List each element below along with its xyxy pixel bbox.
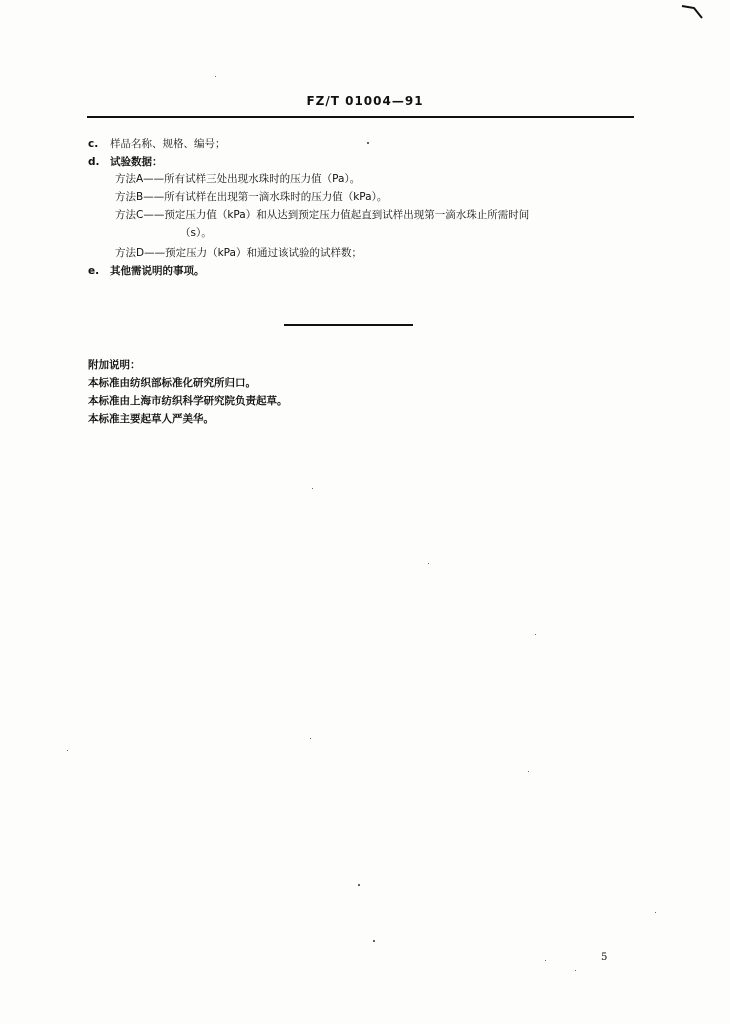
scan-speck (67, 750, 68, 751)
item-c (88, 137, 226, 151)
scan-speck (310, 738, 311, 739)
method-d-line: 方法D——预定压力（kPa）和通过该试验的试样数； (115, 247, 362, 259)
method-c-line: 方法C——预定压力值（kPa）和从达到预定压力值起直到试样出现第一滴水珠止所需时间 (115, 209, 530, 221)
item-c-text: 样品名称、规格、编号； (110, 138, 226, 150)
item-e-letter: e. (88, 265, 100, 277)
scan-speck (373, 940, 375, 942)
item-e (88, 264, 205, 278)
appendix-line-3: 本标准主要起草人严美华。 (88, 413, 214, 425)
item-c-letter: c. (88, 138, 99, 150)
header-divider (87, 116, 634, 118)
scan-speck (528, 771, 529, 772)
section-end-rule (284, 324, 413, 326)
scan-speck (545, 960, 546, 961)
scan-speck (312, 488, 313, 489)
item-d (88, 155, 163, 169)
scan-speck (655, 912, 656, 913)
appendix-line-2: 本标准由上海市纺织科学研究院负责起草。 (88, 395, 288, 407)
standard-code-header: FZ/T 01004—91 (306, 94, 424, 108)
item-d-letter: d. (88, 156, 100, 168)
item-e-text: 其他需说明的事项。 (110, 265, 205, 277)
corner-scan-mark (680, 2, 704, 20)
method-c-continuation: （s）。 (180, 227, 212, 239)
scan-speck (535, 634, 536, 635)
item-d-text: 试验数据： (110, 156, 163, 168)
appendix-line-1: 本标准由纺织部标准化研究所归口。 (88, 377, 256, 389)
method-b-line: 方法B——所有试样在出现第一滴水珠时的压力值（kPa）。 (115, 191, 388, 203)
page-number: 5 (601, 952, 608, 963)
method-a-line: 方法A——所有试样三处出现水珠时的压力值（Pa）。 (115, 173, 361, 185)
scan-speck (428, 563, 429, 564)
appendix-title: 附加说明： (88, 359, 141, 371)
stray-dot (367, 142, 369, 144)
scan-speck (215, 76, 216, 77)
scan-speck (358, 884, 360, 886)
scan-speck (575, 970, 576, 971)
